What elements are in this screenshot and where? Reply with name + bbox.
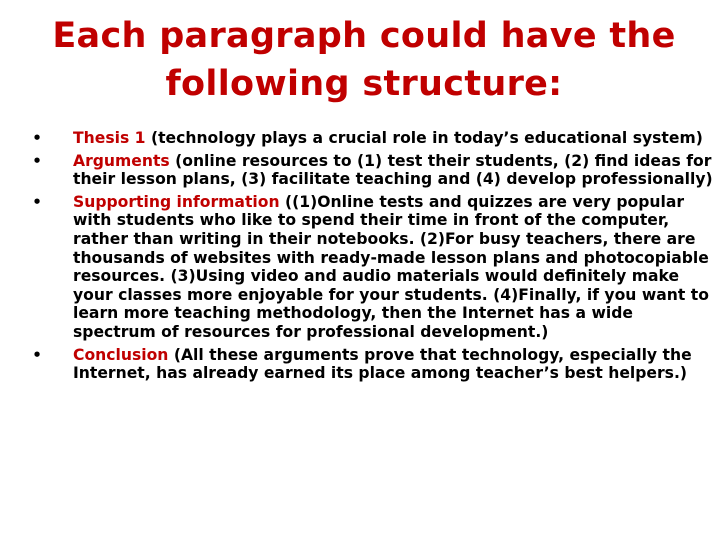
bullet-dot-icon: •: [32, 129, 42, 147]
bullet-dot-icon: •: [32, 151, 42, 170]
bullet-label-thesis: Thesis 1: [73, 129, 146, 147]
bullet-dot-icon: •: [32, 345, 42, 364]
slide-title: Each paragraph could have the following structure:: [52, 16, 676, 104]
bullet-list: [0, 129, 728, 387]
bullet-text-thesis: (technology plays a crucial role in today’s educational system): [145, 129, 703, 147]
bullet-supporting-information: [0, 193, 728, 342]
bullet-text-arguments: (online resources to (1) test their students, (2) find ideas for their lesson plans, (3) facilitate teaching and (4) develop professionally): [73, 151, 713, 189]
bullet-arguments: [0, 152, 728, 189]
bullet-thesis: [0, 129, 728, 148]
bullet-label-arguments: Arguments: [73, 151, 170, 170]
bullet-conclusion: [0, 346, 728, 383]
bullet-label-conclusion: Conclusion: [73, 345, 169, 364]
bullet-text-supporting-information: ((1)Online tests and quizzes are very popular with students who like to spend their time in front of the computer, rather than writing in their notebooks. (2)For busy teachers, there are thousands of websites with ready-made lesson plans and photocopiable resources. (3)Using video and audio materials would definitely make your classes more enjoyable for your students. (4)Finally, if you want to learn more teaching methodology, then the Internet has a wide spectrum of resources for professional development.): [73, 192, 709, 341]
bullet-dot-icon: •: [32, 192, 42, 211]
bullet-text-conclusion: (All these arguments prove that technology, especially the Internet, has already earned its place among teacher’s best helpers.): [73, 345, 692, 383]
bullet-label-supporting-information: Supporting information: [73, 192, 280, 211]
